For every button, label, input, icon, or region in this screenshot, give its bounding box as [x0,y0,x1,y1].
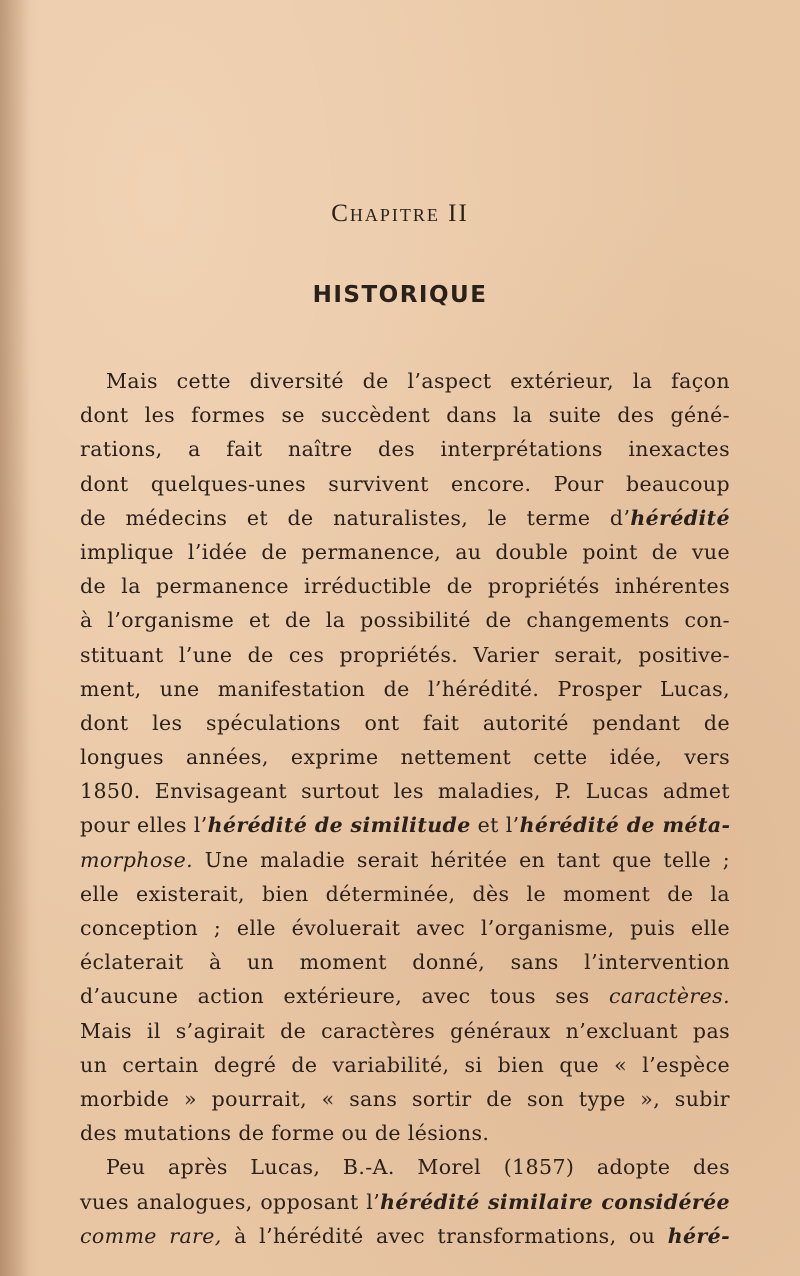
text-line [80,1116,730,1150]
text-line [80,911,730,945]
text-segment: elle existerait, bien déterminée, dès le moment de la [80,881,730,906]
text-segment: conception ; elle évoluerait avec l’organisme, puis elle [80,916,730,940]
text-segment: de la permanence irréductible de propriétés inhérentes [80,574,730,599]
emphasis-term: hérédité de méta- [519,813,731,838]
text-line [80,638,730,672]
text-line [80,945,730,979]
emphasis-term: hérédité [630,505,730,530]
text-segment: pour elles l’ [80,813,208,838]
text-segment: dont les formes se succèdent dans la suite des géné- [80,403,730,428]
text-segment: dont les spéculations ont fait autorité pendant de [80,710,730,735]
text-segment: Une maladie serait héritée en tant que telle ; [193,847,730,872]
text-segment: rations, a fait naître des interprétations inexactes [80,437,730,462]
text-line [80,740,730,774]
text-line [80,501,730,535]
italic-text: comme rare, [80,1223,222,1248]
text-line [80,569,730,603]
italic-text: morphose. [80,847,194,872]
chapter-heading: Chapitre II [331,200,469,227]
text-segment: ment, une manifestation de l’hérédité. Prosper Lucas, [80,676,730,701]
text-segment: stituant l’une de ces propriétés. Varier serait, positive- [80,642,730,667]
text-segment: longues années, exprime nettement cette idée, vers [80,745,730,770]
text-line [80,364,730,398]
text-segment: un certain degré de variabilité, si bien que « l’espèce [80,1052,730,1077]
text-segment: d’aucune action extérieure, avec tous ses [80,984,610,1009]
text-segment: implique l’idée de permanence, au double point de vue [80,539,730,564]
text-line [80,774,730,808]
text-segment: à l’organisme et de la possibilité de changements con- [80,608,730,633]
text-line [80,1150,730,1184]
text-segment: dont quelques-unes survivent encore. Pour beaucoup [80,471,730,496]
text-line [80,979,730,1013]
text-segment: vues analogues, opposant l’ [80,1189,381,1214]
text-segment: des mutations de forme ou de lésions. [80,1121,490,1146]
body-text [80,364,730,1253]
page-binding-shadow [0,0,30,1276]
emphasis-term: héré- [667,1223,730,1248]
text-line [80,1014,730,1048]
text-segment: morbide » pourrait, « sans sortir de son type », subir [80,1086,730,1111]
text-segment: à l’hérédité avec transformations, ou [221,1223,668,1248]
text-line [80,672,730,706]
text-line [80,843,730,877]
italic-text: caractères. [609,984,730,1009]
text-line [80,877,730,911]
emphasis-term: hérédité similaire considérée [380,1189,730,1214]
text-segment: Mais cette diversité de l’aspect extérieur, la façon [106,369,730,393]
text-line [80,603,730,637]
text-line [80,1219,730,1253]
text-line [80,1082,730,1116]
text-segment: de médecins et de naturalistes, le terme d’ [80,505,631,530]
section-title: HISTORIQUE [312,282,488,308]
text-line [80,535,730,569]
text-segment: Peu après Lucas, B.-A. Morel (1857) adopte des [106,1155,730,1180]
text-segment: et l’ [470,813,520,838]
text-line [80,432,730,466]
text-line [80,467,730,501]
emphasis-term: hérédité de similitude [207,813,471,838]
text-line [80,808,730,842]
text-segment: 1850. Envisageant surtout les maladies, P. Lucas admet [80,779,730,804]
text-line [80,1048,730,1082]
text-segment: Mais il s’agirait de caractères généraux n’excluant pas [80,1018,730,1043]
text-line [80,398,730,432]
text-line [80,706,730,740]
text-line [80,1185,730,1219]
text-segment: éclaterait à un moment donné, sans l’intervention [80,950,730,975]
